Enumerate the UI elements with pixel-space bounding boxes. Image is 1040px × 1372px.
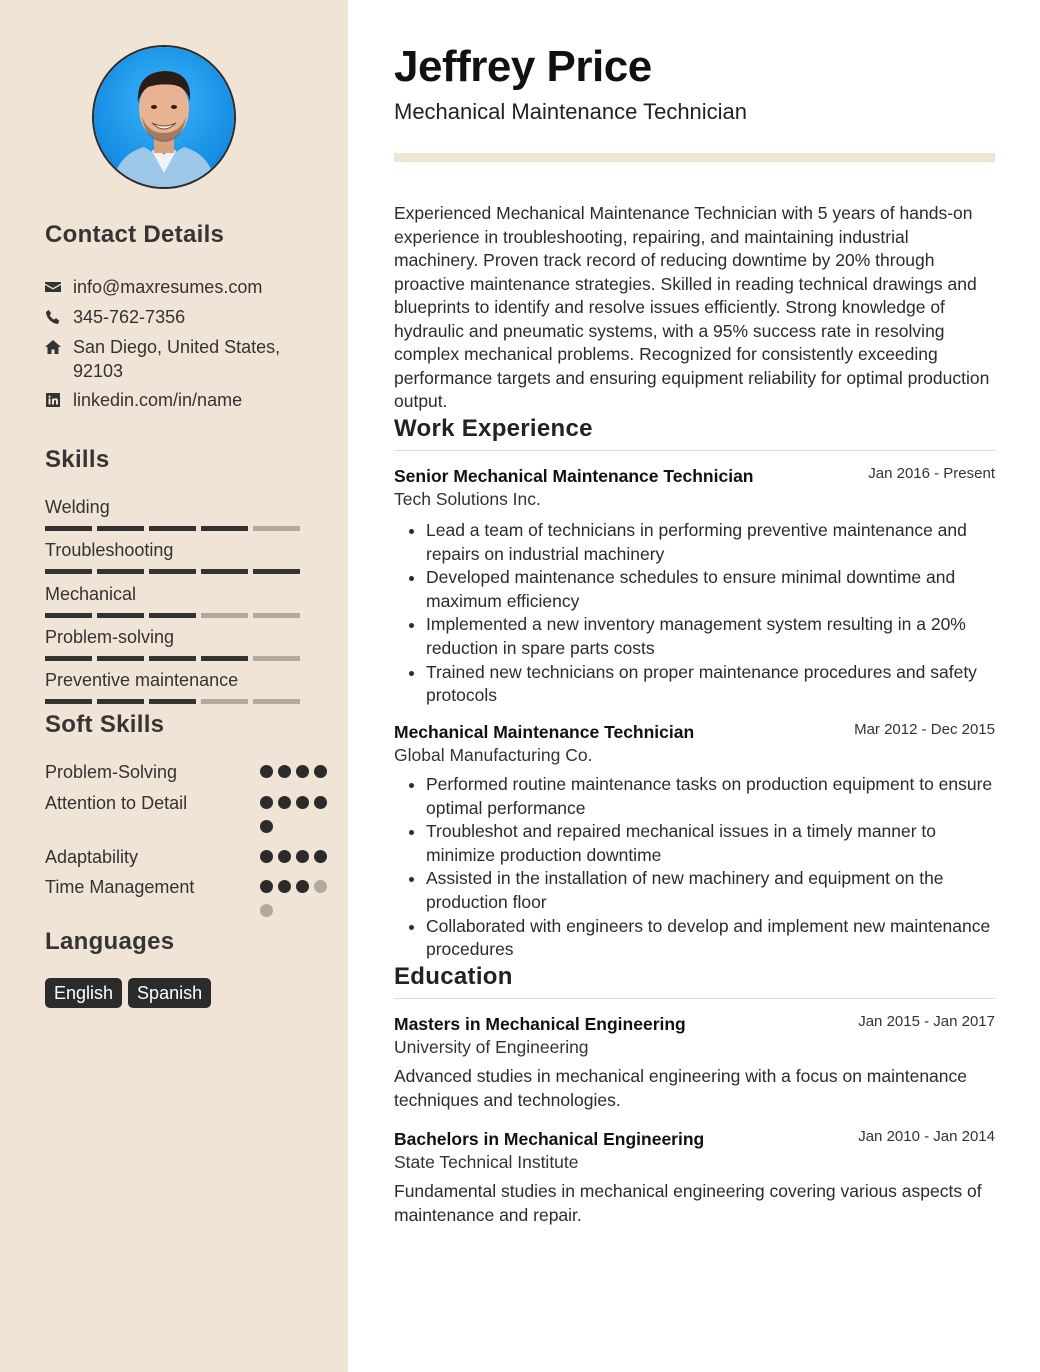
rating-dot — [296, 765, 309, 778]
skill-name: Welding — [45, 497, 110, 517]
skill-level-segment — [201, 569, 248, 574]
rating-dot — [260, 850, 273, 863]
rating-dot — [260, 904, 273, 917]
work-experience-heading: Work Experience — [394, 415, 593, 442]
skill-level-segment — [97, 613, 144, 618]
skill-level-segment — [45, 569, 92, 574]
skill-level-segment — [45, 613, 92, 618]
skill-level-segment — [97, 656, 144, 661]
education-description: Fundamental studies in mechanical engineering covering various aspects of maintenance and repair. — [394, 1181, 982, 1225]
skill-level-segment — [149, 656, 196, 661]
job-bullet: • Collaborated with engineers to develop and implement new maintenance procedures — [426, 915, 995, 962]
section-divider — [394, 998, 995, 999]
job-title: Mechanical Maintenance Technician — [394, 722, 695, 742]
job-dates: Jan 2016 - Present — [868, 465, 995, 482]
job-entry — [394, 465, 995, 708]
rating-dot — [314, 796, 327, 809]
skill-level-bar — [45, 699, 300, 704]
skill-level-segment — [201, 656, 248, 661]
soft-skill-name: Problem-Solving — [45, 762, 178, 782]
skill-level-segment — [45, 656, 92, 661]
language-badge-spanish: Spanish — [128, 978, 211, 1008]
job-company: Tech Solutions Inc. — [394, 489, 541, 509]
job-bullet: • Lead a team of technicians in performing preventive maintenance and repairs on industrial machinery — [426, 519, 995, 566]
education-description: Advanced studies in mechanical engineering with a focus on maintenance techniques and technologies. — [394, 1066, 967, 1110]
soft-skill-problem-solving — [45, 760, 305, 784]
job-bullet: • Trained new technicians on proper maintenance procedures and safety protocols — [426, 661, 995, 708]
degree-title: Bachelors in Mechanical Engineering — [394, 1129, 705, 1149]
soft-skill-name: Adaptability — [45, 847, 139, 867]
skill-level-bar — [45, 656, 300, 661]
skill-level-bar — [45, 613, 300, 618]
contact-heading: Contact Details — [45, 221, 225, 248]
header-divider — [394, 153, 995, 162]
skill-problem-solving — [45, 626, 305, 648]
contact-phone[interactable] — [45, 305, 313, 329]
skill-level-segment — [45, 699, 92, 704]
skill-level-segment — [149, 613, 196, 618]
envelope-icon — [45, 275, 73, 299]
soft-skill-name: Time Management — [45, 877, 195, 897]
soft-skill-rating — [260, 880, 327, 893]
job-title: Senior Mechanical Maintenance Technician — [394, 466, 754, 486]
skill-level-segment — [97, 569, 144, 574]
languages-heading: Languages — [45, 928, 175, 955]
skill-level-segment — [149, 569, 196, 574]
summary-text: Experienced Mechanical Maintenance Technician with 5 years of hands-on experience in troubleshooting, repairing, and maintaining industrial machinery. Proven track record of reducing downtime by 20% through proactive maintenance strategies. Skilled in reading technical drawings and blueprints to identify and resolve issues efficiently. Strong knowledge of hydraulic and pneumatic systems, with a 95% success rate in resolving complex mechanical problems. Recognized for consistently exceeding performance targets and ensuring equipment reliability for optimal production output. — [394, 203, 990, 411]
job-bullets — [394, 519, 995, 708]
skill-level-segment — [253, 656, 300, 661]
job-company: Global Manufacturing Co. — [394, 745, 593, 765]
language-badge-english: English — [45, 978, 122, 1008]
skill-level-bar — [45, 526, 300, 531]
person-title: Mechanical Maintenance Technician — [394, 99, 748, 124]
section-divider — [394, 450, 995, 451]
education-dates: Jan 2015 - Jan 2017 — [858, 1013, 995, 1030]
phone-text: 345-762-7356 — [73, 307, 186, 327]
contact-email[interactable] — [45, 275, 313, 299]
skill-level-segment — [45, 526, 92, 531]
degree-title: Masters in Mechanical Engineering — [394, 1014, 686, 1034]
sidebar — [0, 0, 348, 1372]
home-icon — [45, 335, 73, 359]
soft-skill-attention-to-detail — [45, 791, 305, 815]
skill-level-segment — [201, 699, 248, 704]
skills-heading: Skills — [45, 446, 110, 473]
school-name: University of Engineering — [394, 1037, 589, 1057]
skill-level-bar — [45, 569, 300, 574]
skill-mechanical — [45, 583, 305, 605]
rating-dot — [296, 880, 309, 893]
soft-skill-name: Attention to Detail — [45, 793, 188, 813]
rating-dot — [260, 880, 273, 893]
soft-skill-time-management — [45, 875, 305, 899]
job-bullet: • Performed routine maintenance tasks on production equipment to ensure optimal performance — [426, 773, 995, 820]
school-name: State Technical Institute — [394, 1152, 579, 1172]
soft-skills-heading: Soft Skills — [45, 711, 165, 738]
education-entry — [394, 1013, 995, 1112]
skill-level-segment — [253, 569, 300, 574]
skill-level-segment — [201, 613, 248, 618]
soft-skill-adaptability — [45, 845, 305, 869]
soft-skill-rating — [260, 850, 327, 863]
skill-name: Troubleshooting — [45, 540, 174, 560]
soft-skill-rating — [260, 765, 327, 778]
rating-dot — [314, 880, 327, 893]
job-bullet: • Developed maintenance schedules to ensure minimal downtime and maximum efficiency — [426, 566, 995, 613]
rating-dot — [314, 765, 327, 778]
profile-photo — [94, 47, 234, 187]
job-bullets — [394, 773, 995, 962]
skill-name: Preventive maintenance — [45, 670, 239, 690]
skill-level-segment — [253, 526, 300, 531]
skill-welding — [45, 496, 305, 518]
rating-dot — [278, 796, 291, 809]
education-heading: Education — [394, 963, 513, 990]
skill-name: Mechanical — [45, 584, 137, 604]
rating-dot — [278, 880, 291, 893]
skill-level-segment — [253, 613, 300, 618]
contact-linkedin[interactable] — [45, 388, 313, 412]
email-text: info@maxresumes.com — [73, 277, 263, 297]
avatar — [92, 45, 236, 189]
job-bullet: • Implemented a new inventory management system resulting in a 20% reduction in spare parts costs — [426, 613, 995, 660]
rating-dot — [278, 850, 291, 863]
phone-icon — [45, 305, 73, 329]
skill-level-segment — [97, 699, 144, 704]
language-list — [45, 978, 211, 1008]
skill-level-segment — [97, 526, 144, 531]
rating-dot — [260, 765, 273, 778]
skill-level-segment — [201, 526, 248, 531]
contact-address — [45, 335, 313, 383]
rating-dot — [314, 850, 327, 863]
skill-level-segment — [149, 526, 196, 531]
skill-preventive-maintenance — [45, 669, 305, 691]
address-text: San Diego, United States, 92103 — [73, 337, 281, 381]
linkedin-icon — [45, 388, 73, 412]
job-bullet: • Assisted in the installation of new machinery and equipment on the production floor — [426, 867, 995, 914]
skill-level-segment — [149, 699, 196, 704]
person-name: Jeffrey Price — [394, 42, 652, 91]
rating-dot — [260, 820, 273, 833]
education-dates: Jan 2010 - Jan 2014 — [858, 1128, 995, 1145]
job-entry — [394, 721, 995, 962]
soft-skill-rating — [260, 796, 327, 809]
rating-dot — [296, 796, 309, 809]
rating-dot — [296, 850, 309, 863]
rating-dot — [278, 765, 291, 778]
linkedin-text: linkedin.com/in/name — [73, 390, 243, 410]
skill-level-segment — [253, 699, 300, 704]
education-entry — [394, 1128, 995, 1227]
job-bullet: • Troubleshot and repaired mechanical issues in a timely manner to minimize production downtime — [426, 820, 995, 867]
job-dates: Mar 2012 - Dec 2015 — [854, 721, 995, 738]
skill-name: Problem-solving — [45, 627, 175, 647]
rating-dot — [260, 796, 273, 809]
skill-troubleshooting — [45, 539, 305, 561]
